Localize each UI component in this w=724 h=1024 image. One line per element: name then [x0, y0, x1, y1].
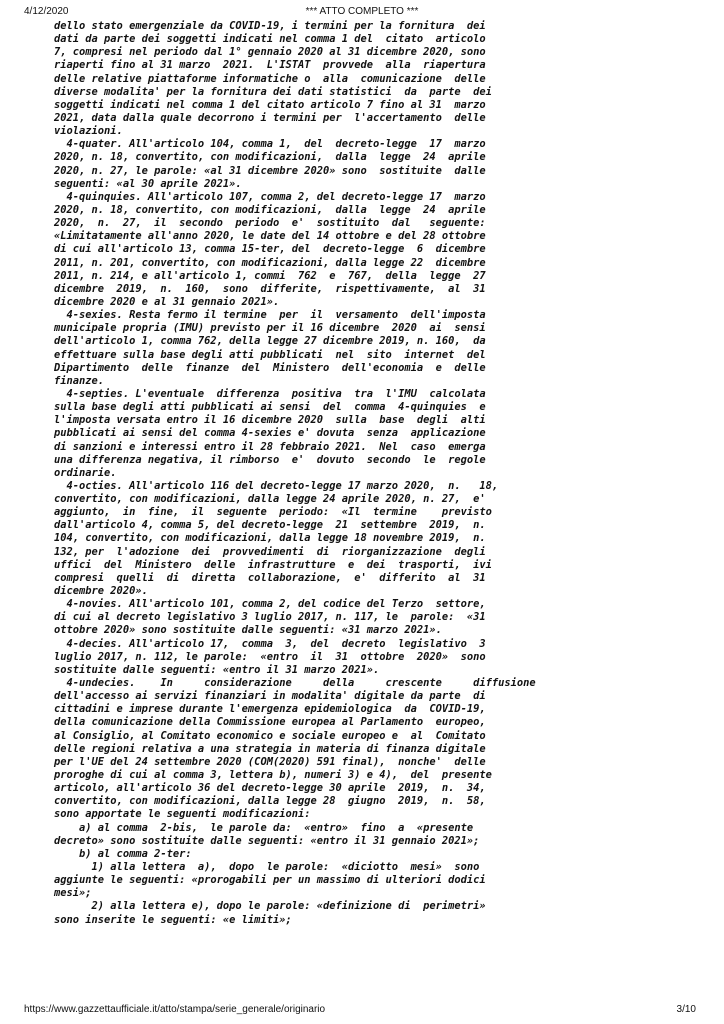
- text-line: 2011, n. 214, e all'articolo 1, commi 762 e 767, della legge 27: [54, 269, 486, 282]
- text-line: 4-quinquies. All'articolo 107, comma 2, del decreto-legge 17 marzo: [54, 190, 486, 203]
- text-line: l'imposta versata entro il 16 dicembre 2020 sulla base degli alti: [54, 414, 486, 427]
- text-line: a) al comma 2-bis, le parole da: «entro» fino a «presente: [54, 821, 474, 834]
- text-line: articolo, all'articolo 36 del decreto-legge 30 aprile 2019, n. 34,: [54, 782, 486, 795]
- text-line: sono apportate le seguenti modificazioni:: [54, 808, 311, 821]
- print-date: 4/12/2020: [24, 6, 69, 17]
- text-line: Dipartimento delle finanze del Ministero dell'economia e delle: [54, 361, 486, 374]
- text-line: 4-sexies. Resta fermo il termine per il versamento dell'imposta: [54, 309, 486, 322]
- text-line: dall'articolo 4, comma 5, del decreto-legge 21 settembre 2019, n.: [54, 519, 486, 532]
- text-line: 4-quater. All'articolo 104, comma 1, del decreto-legge 17 marzo: [54, 138, 486, 151]
- text-line: al Consiglio, al Comitato economico e sociale europeo e al Comitato: [54, 729, 486, 742]
- text-line: di cui all'articolo 13, comma 15-ter, del decreto-legge 6 dicembre: [54, 243, 486, 256]
- text-line: «Limitatamente all'anno 2020, le date del 14 ottobre e del 28 ottobre: [54, 230, 486, 243]
- text-line: 1) alla lettera a), dopo le parole: «diciotto mesi» sono: [54, 861, 480, 873]
- text-line: soggetti indicati nel comma 1 del citato articolo 7 fino al 31 marzo: [54, 98, 486, 111]
- text-line: sulla base degli atti pubblicati ai sensi del comma 4-quinquies e: [54, 401, 486, 414]
- text-line: luglio 2017, n. 112, le parole: «entro il 31 ottobre 2020» sono: [54, 650, 486, 663]
- text-line: 4-decies. All'articolo 17, comma 3, del decreto legislativo 3: [54, 637, 486, 650]
- text-line: 4-novies. All'articolo 101, comma 2, del codice del Terzo settore,: [54, 598, 486, 611]
- text-line: 2020, n. 18, convertito, con modificazioni, dalla legge 24 aprile: [54, 151, 486, 164]
- text-line: della comunicazione della Commissione europea al Parlamento europeo,: [54, 716, 486, 729]
- text-line: aggiunto, in fine, il seguente periodo: «Il termine previsto: [54, 506, 492, 519]
- text-line: uffici del Ministero delle infrastrutture e dei trasporti, ivi: [54, 558, 492, 571]
- text-line: di sanzioni e interessi entro il 28 febbraio 2021. Nel caso emerga: [54, 440, 486, 453]
- text-line: riaperti fino al 31 marzo 2021. L'ISTAT provvede alla riapertura: [54, 59, 486, 72]
- text-line: 104, convertito, con modificazioni, dalla legge 18 novembre 2019, n.: [54, 532, 486, 545]
- text-line: 2020, n. 27, il secondo periodo e' sostituito dal seguente:: [54, 217, 486, 230]
- text-line: compresi quelli di diretta collaborazione, e' differito al 31: [54, 571, 486, 584]
- text-line: ottobre 2020» sono sostituite dalle seguenti: «31 marzo 2021».: [54, 624, 442, 637]
- text-line: municipale propria (IMU) previsto per il 16 dicembre 2020 ai sensi: [54, 322, 486, 335]
- text-line: 2021, data dalla quale decorrono i termini per l'accertamento delle: [54, 111, 486, 124]
- text-line: sostituite dalle seguenti: «entro il 31 marzo 2021».: [54, 663, 380, 676]
- text-line: 4-octies. All'articolo 116 del decreto-legge 17 marzo 2020, n. 18,: [54, 479, 499, 492]
- text-line: diverse modalita' per la fornitura dei dati statistici da parte dei: [54, 85, 492, 98]
- text-line: dicembre 2019, n. 160, sono differite, rispettivamente, al 31: [54, 282, 486, 295]
- text-line: aggiunte le seguenti: «prorogabili per un massimo di ulteriori dodici: [54, 874, 486, 887]
- text-line: convertito, con modificazioni, dalla legge 24 aprile 2020, n. 27, e': [54, 493, 486, 506]
- print-footer: [0, 1004, 724, 1018]
- document-body: [54, 20, 536, 927]
- text-line: 2020, n. 27, le parole: «al 31 dicembre 2020» sono sostituite dalle: [54, 164, 486, 177]
- text-line: 7, compresi nel periodo dal 1° gennaio 2020 al 31 dicembre 2020, sono: [54, 46, 486, 59]
- text-line: ordinarie.: [54, 466, 117, 479]
- text-line: dicembre 2020».: [54, 585, 148, 598]
- text-line: pubblicati ai sensi del comma 4-sexies e' dovuta senza applicazione: [54, 427, 486, 440]
- text-line: finanze.: [54, 374, 105, 387]
- text-line: 2011, n. 201, convertito, con modificazioni, dalla legge 22 dicembre: [54, 256, 486, 269]
- text-line: sono inserite le seguenti: «e limiti»;: [54, 913, 292, 926]
- text-line: delle relative piattaforme informatiche o alla comunicazione delle: [54, 72, 486, 85]
- text-line: 132, per l'adozione dei provvedimenti di riorganizzazione degli: [54, 545, 486, 558]
- text-line: 4-undecies. In considerazione della crescente diffusione: [54, 677, 536, 690]
- text-line: effettuare sulla base degli atti pubblicati nel sito internet del: [54, 348, 486, 361]
- text-line: 2020, n. 18, convertito, con modificazioni, dalla legge 24 aprile: [54, 203, 486, 216]
- print-title: *** ATTO COMPLETO ***: [305, 6, 419, 17]
- text-line: convertito, con modificazioni, dalla legge 28 giugno 2019, n. 58,: [54, 795, 486, 808]
- source-url: https://www.gazzettaufficiale.it/atto/stampa/serie_generale/originario: [24, 1004, 326, 1015]
- text-line: violazioni.: [54, 125, 123, 138]
- text-line: delle regioni relativa a una strategia in materia di finanza digitale: [54, 742, 486, 755]
- text-line: decreto» sono sostituite dalle seguenti: «entro il 31 gennaio 2021»;: [54, 834, 480, 847]
- text-line: dello stato emergenziale da COVID-19, i termini per la fornitura dei: [54, 20, 486, 32]
- text-line: proroghe di cui al comma 3, lettera b), numeri 3) e 4), del presente: [54, 769, 492, 782]
- text-line: per l'UE del 24 settembre 2020 (COM(2020) 591 final), nonche' delle: [54, 755, 486, 768]
- text-line: 4-septies. L'eventuale differenza positiva tra l'IMU calcolata: [54, 387, 486, 400]
- text-line: seguenti: «al 30 aprile 2021».: [54, 177, 242, 190]
- print-header: [0, 6, 724, 20]
- text-line: dicembre 2020 e al 31 gennaio 2021».: [54, 295, 280, 308]
- text-line: di cui al decreto legislativo 3 luglio 2017, n. 117, le parole: «31: [54, 611, 486, 624]
- text-line: dell'accesso ai servizi finanziari in modalita' digitale da parte di: [54, 690, 486, 703]
- text-line: mesi»;: [54, 887, 92, 900]
- text-line: 2) alla lettera e), dopo le parole: «definizione di perimetri»: [54, 900, 486, 913]
- text-line: dell'articolo 1, comma 762, della legge 27 dicembre 2019, n. 160, da: [54, 335, 486, 348]
- page-number: 3/10: [676, 1004, 696, 1015]
- text-line: b) al comma 2-ter:: [54, 847, 192, 860]
- text-line: una differenza negativa, il rimborso e' dovuto secondo le regole: [54, 453, 486, 466]
- text-line: cittadini e imprese durante l'emergenza epidemiologica da COVID-19,: [54, 703, 486, 716]
- text-line: dati da parte dei soggetti indicati nel comma 1 del citato articolo: [54, 33, 486, 46]
